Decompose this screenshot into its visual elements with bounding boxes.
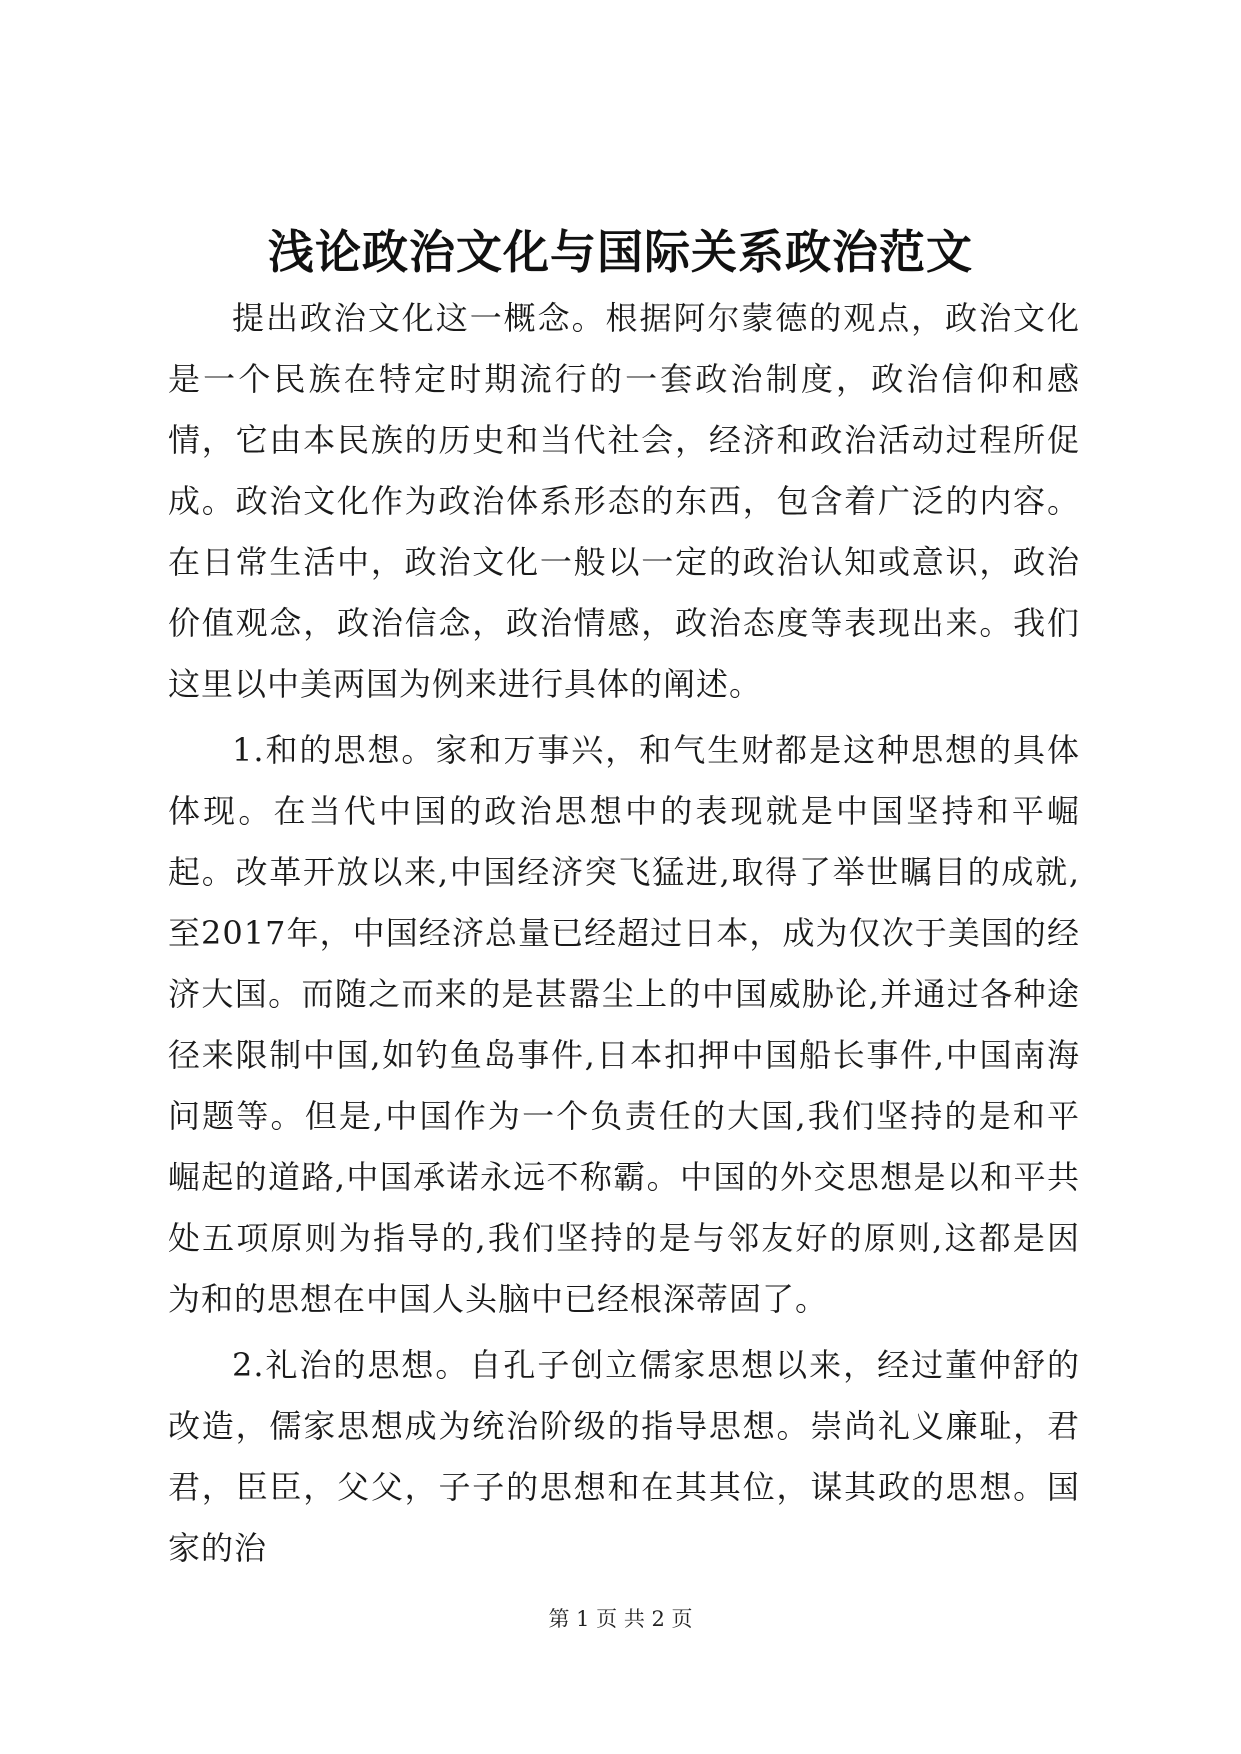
document-title: 浅论政治文化与国际关系政治范文 bbox=[268, 225, 973, 279]
document-body bbox=[168, 288, 1080, 1584]
paragraph-harmony: 1.和的思想。家和万事兴，和气生财都是这种思想的具体体现。在当代中国的政治思想中的表现就是中国坚持和平崛起。改革开放以来,中国经济突飞猛进,取得了举世瞩目的成就,至2017年，中国经济总量已经超过日本，成为仅次于美国的经济大国。而随之而来的是甚嚣尘上的中国威胁论,并通过各种途径来限制中国,如钓鱼岛事件,日本扣押中国船长事件,中国南海问题等。但是,中国作为一个负责任的大国,我们坚持的是和平崛起的道路,中国承诺永远不称霸。中国的外交思想是以和平共处五项原则为指导的,我们坚持的是与邻友好的原则,这都是因为和的思想在中国人头脑中已经根深蒂固了。 bbox=[168, 731, 1080, 1318]
page-number-footer: 第 1 页 共 2 页 bbox=[548, 1607, 693, 1631]
paragraph-rites: 2.礼治的思想。自孔子创立儒家思想以来，经过董仲舒的改造，儒家思想成为统治阶级的指导思想。崇尚礼义廉耻，君君，臣臣，父父，子子的思想和在其其位，谋其政的思想。国家的治 bbox=[168, 1346, 1080, 1567]
paragraph-intro: 提出政治文化这一概念。根据阿尔蒙德的观点，政治文化是一个民族在特定时期流行的一套政治制度，政治信仰和感情，它由本民族的历史和当代社会，经济和政治活动过程所促成。政治文化作为政治体系形态的东西，包含着广泛的内容。在日常生活中，政治文化一般以一定的政治认知或意识，政治价值观念，政治信念，政治情感，政治态度等表现出来。我们这里以中美两国为例来进行具体的阐述。 bbox=[168, 299, 1080, 703]
